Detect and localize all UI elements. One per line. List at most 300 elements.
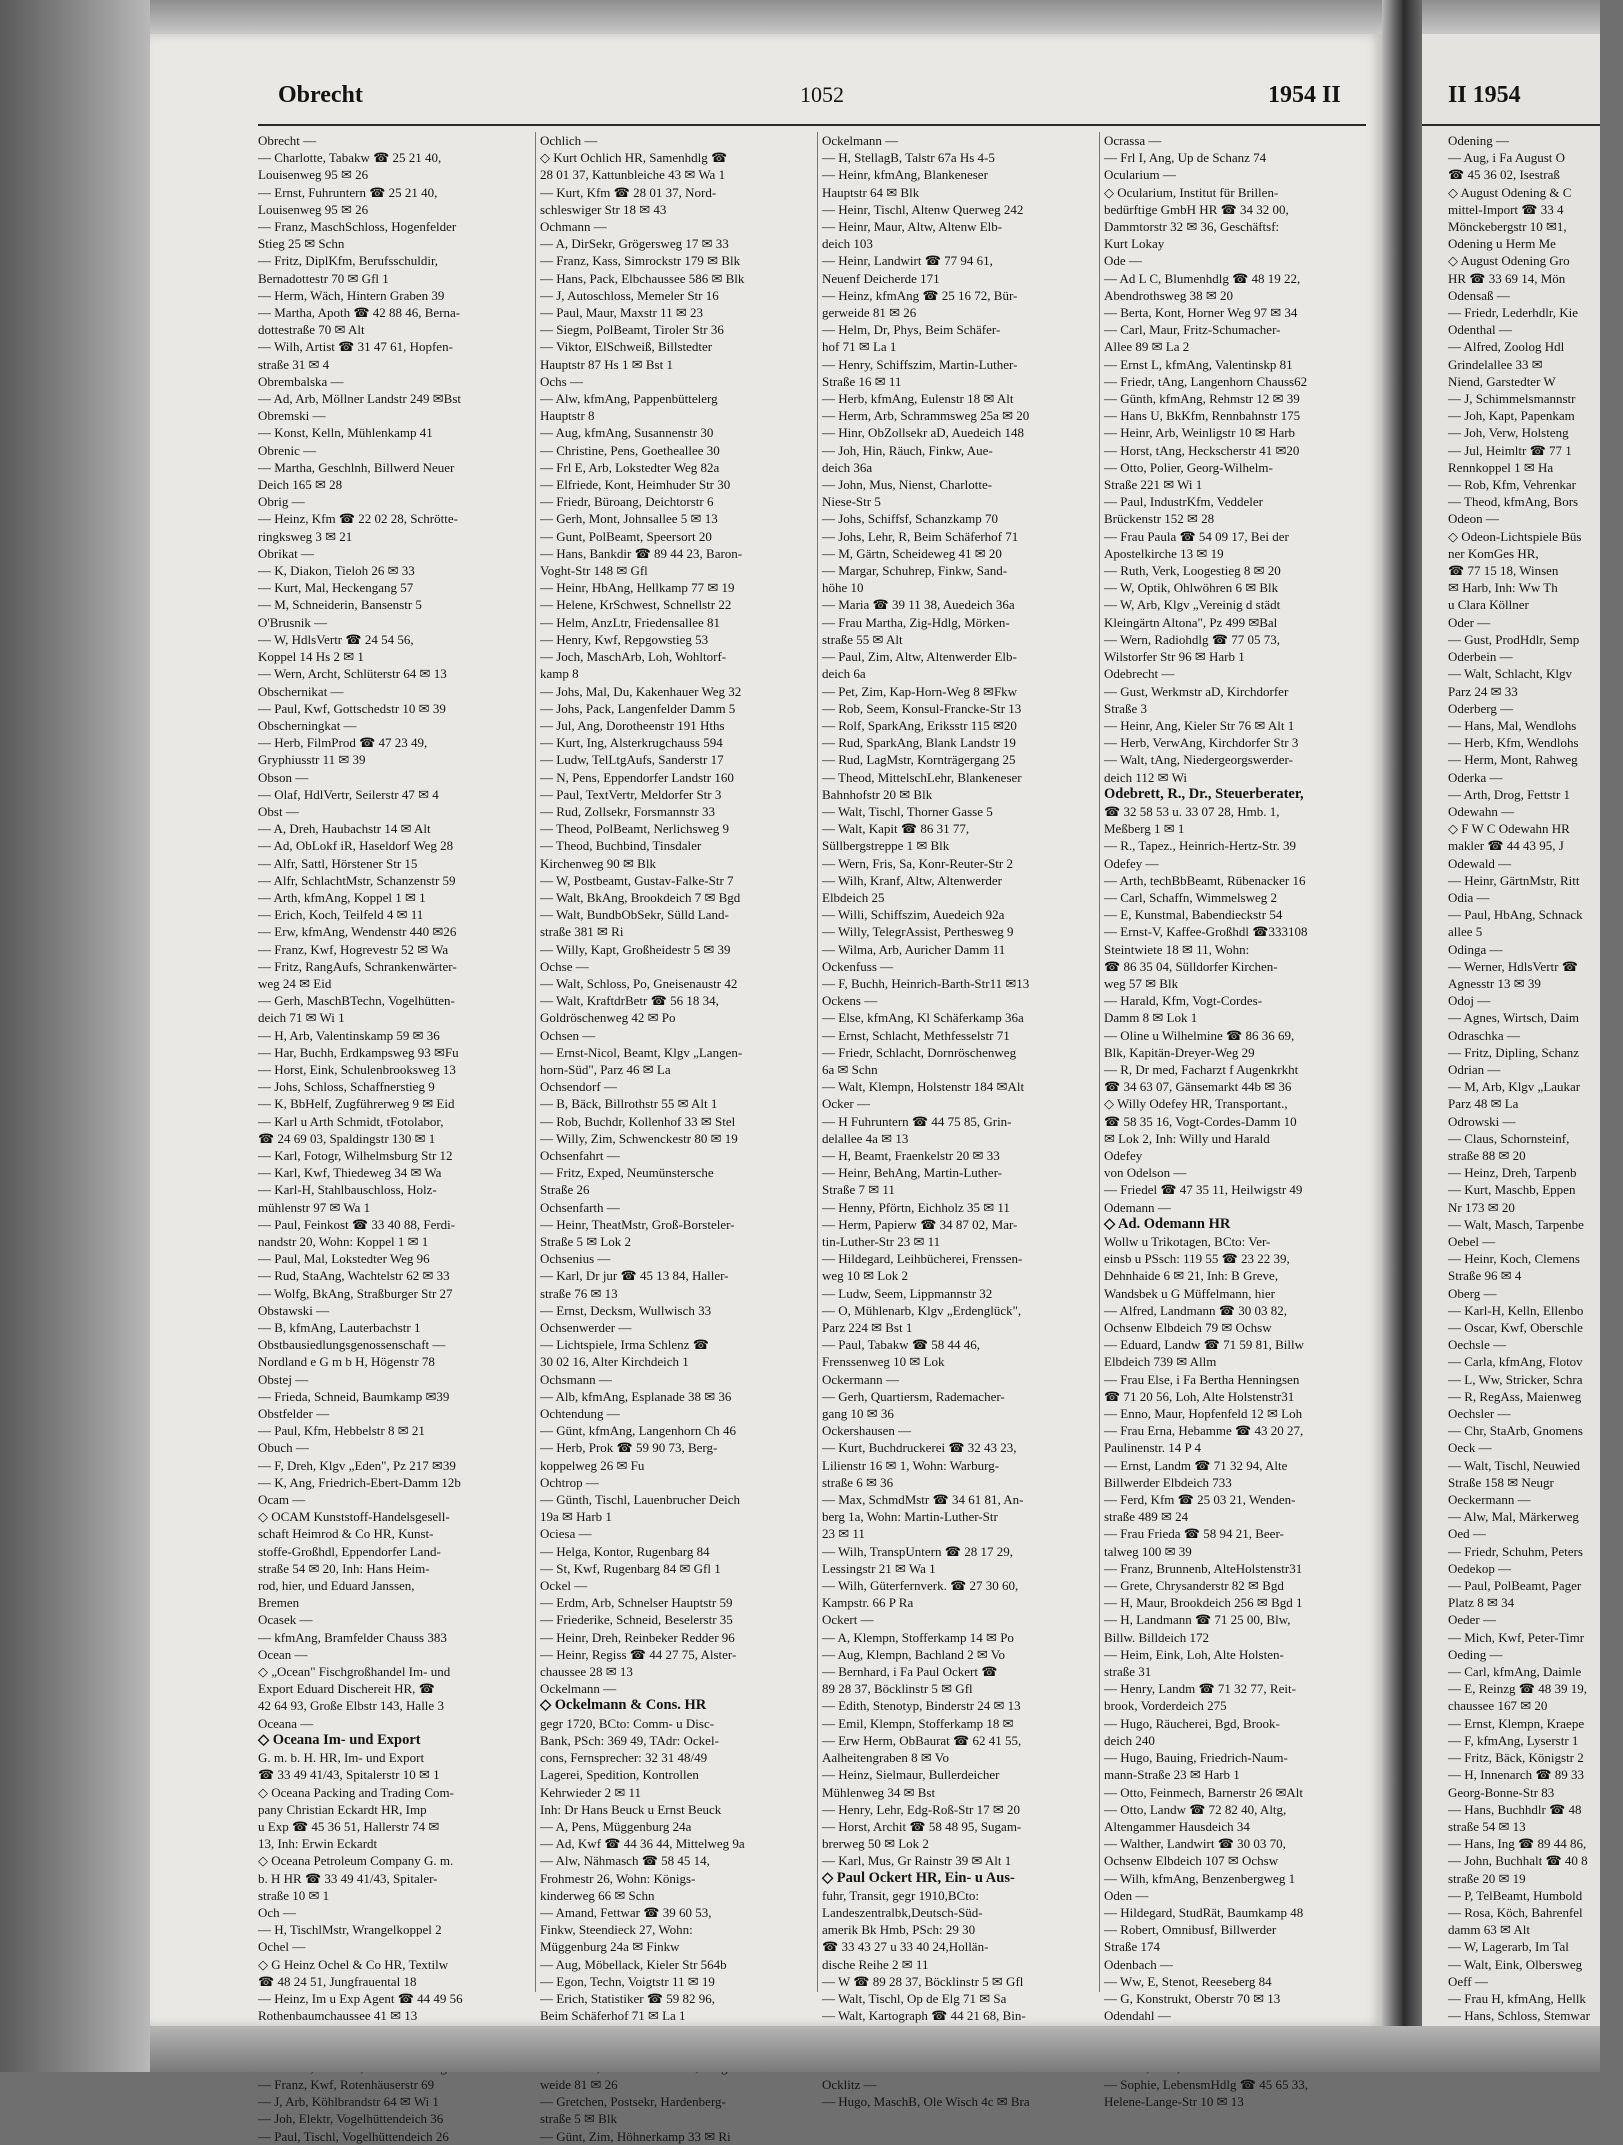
directory-entry-line: — B, Bäck, Billrothstr 55 ✉ Alt 1 [540,1096,718,1112]
directory-entry-line: — R, Dr med, Facharzt f Augenkrkht [1104,1061,1299,1077]
directory-entry-line: Wandsbek u G Müffelmann, hier [1104,1285,1275,1301]
directory-entry-line: Hauptstr 8 [540,408,595,424]
directory-entry-line: — Franz, Kwf, Rotenhäuserstr 69 [258,2076,435,2092]
directory-entry-line: — Hans, Buchhdlr ☎ 48 [1448,1801,1582,1817]
directory-entry-line: — Henry, Lehr, Edg-Roß-Str 17 ✉ 20 [822,1801,1020,1817]
directory-entry-line: Odenthal — [1448,322,1512,338]
directory-entry-line: Obuch — [258,1440,309,1456]
directory-entry-line: Ochsenw Elbdeich 107 ✉ Ochsw [1104,1853,1279,1869]
directory-entry-line: — Horst, tAng, Heckscherstr 41 ✉20 [1104,442,1300,458]
directory-entry-line: — Sophie, LebensmHdlg ☎ 45 65 33, [1104,2076,1308,2092]
directory-entry-line: Oderberg — [1448,700,1514,716]
directory-entry-line: — Rud, LagMstr, Kornträgergang 25 [822,752,1016,768]
directory-entry-line: — Hans, Mal, Wendlohs [1448,717,1577,733]
directory-entry-line: — Hans, Ing ☎ 89 44 86, [1448,1836,1587,1852]
directory-entry-line: — Walt, Kartograph ☎ 44 21 68, Bin- [822,2008,1026,2024]
directory-entry-line: Ochmann — [540,219,607,235]
directory-entry-line: — Heinz, kfmAng ☎ 25 16 72, Bür- [822,287,1018,303]
directory-entry-line: — A, DirSekr, Grögersweg 17 ✉ 33 [540,236,729,252]
directory-entry-line: — Herm, Mont, Rahweg [1448,752,1578,768]
directory-entry-line: — Aug, Möbellack, Kieler Str 564b [540,1956,727,1972]
directory-entry-line: Gryphiusstr 11 ✉ 39 [258,752,366,768]
directory-entry-line: koppelweg 26 ✉ Fu [540,1457,645,1473]
directory-entry-line: Obstej — [258,1371,309,1387]
directory-entry-line: — Berta, Kont, Horner Weg 97 ✉ 34 [1104,305,1298,321]
directory-entry-line: ◇ Odeon-Lichtspiele Büs [1448,528,1582,544]
directory-entry-line: — Wern, Radiohdlg ☎ 77 05 73, [1104,631,1280,647]
directory-entry-line: 89 28 37, Böcklinstr 5 ✉ Gfl [822,1681,973,1697]
directory-entry-line: Niese-Str 5 [822,494,881,510]
directory-entry-line: — John, Buchhalt ☎ 40 8 [1448,1853,1588,1869]
directory-entry-line: — Theod, PolBeamt, Nerlichsweg 9 [540,821,729,837]
directory-entry-line: — Martha, Geschlnh, Billwerd Neuer [258,459,455,475]
directory-entry-line: — Alfred, Landmann ☎ 30 03 82, [1104,1302,1287,1318]
directory-entry-line: Ockel — [540,1578,588,1594]
directory-entry-line: — Wilma, Arb, Auricher Damm 11 [822,941,1006,957]
directory-entry-line: — Ww, E, Stenot, Reeseberg 84 [1104,1973,1272,1989]
directory-entry-line: Aalheitengraben 8 ✉ Vo [822,1750,950,1766]
directory-entry-line: — Hildegard, StudRät, Baumkamp 48 [1104,1904,1304,1920]
directory-entry-line: weide 81 ✉ 26 [540,2076,618,2092]
directory-entry-line: Abendrothsweg 38 ✉ 20 [1104,287,1233,303]
directory-entry-line: straße 88 ✉ 20 [1448,1147,1526,1163]
directory-entry-line: 42 64 93, Große Elbstr 143, Halle 3 [258,1698,444,1714]
directory-entry-line: bedürftige GmbH HR ☎ 34 32 00, [1104,201,1289,217]
directory-entry-line: — Hildegard, Leihbücherei, Frenssen- [822,1251,1023,1267]
directory-entry-line: — Aug, kfmAng, Susannenstr 30 [540,425,714,441]
directory-entry-line: Odemann — [1104,1199,1171,1215]
directory-entry-line: — H, StellagB, Talstr 67a Hs 4-5 [822,150,995,166]
directory-entry-line: fuhr, Transit, gegr 1910,BCto: [822,1887,979,1903]
directory-entry-line: Rothenbaumchaussee 41 ✉ 13 [258,2008,418,2024]
directory-entry-line: deich 240 [1104,1732,1155,1748]
directory-entry-line: — Carl, Maur, Fritz-Schumacher- [1104,322,1281,338]
directory-entry-line: — M, Schneiderin, Bansenstr 5 [258,597,422,613]
directory-entry-line: Odebrecht — [1104,666,1175,682]
directory-entry-line: — Maria ☎ 39 11 38, Auedeich 36a [822,597,1015,613]
directory-entry-line: ☎ 86 35 04, Sülldorfer Kirchen- [1104,958,1278,974]
directory-entry-line: Odendahl — [1104,2008,1171,2024]
directory-entry-line: Straße 174 [1104,1939,1160,1955]
directory-entry-line: ◇ Ad. Odemann HR [1104,1215,1231,1232]
directory-entry-line: — Walt, Tischl, Thorner Gasse 5 [822,803,993,819]
directory-entry-line: — Horst, Archit ☎ 58 48 95, Sugam- [822,1818,1022,1834]
directory-entry-line: — Frau Frieda ☎ 58 94 21, Beer- [1104,1526,1284,1542]
directory-entry-line: Obscherningkat — [258,717,357,733]
directory-entry-line: — Lichtspiele, Irma Schlenz ☎ [540,1337,709,1353]
directory-entry-line: — Fritz, Exped, Neumünstersche [540,1165,714,1181]
directory-entry-line: mühlenstr 97 ✉ Wa 1 [258,1199,371,1215]
directory-entry-line: — Wolfg, BkAng, Straßburger Str 27 [258,1285,453,1301]
directory-entry-line: — Carl, kfmAng, Daimle [1448,1664,1582,1680]
directory-entry-line: — Joh, Hin, Räuch, Finkw, Aue- [822,442,993,458]
directory-entry-line: — B, kfmAng, Lauterbachstr 1 [258,1320,421,1336]
directory-entry-line: ner KomGes HR, [1448,545,1539,561]
directory-column-2 [540,132,815,2145]
directory-entry-line: Louisenweg 95 ✉ 26 [258,167,369,183]
directory-entry-line: — Henry, Kwf, Repgowstieg 53 [540,631,709,647]
directory-entry-line: — Harald, Kfm, Vogt-Cordes- [1104,993,1263,1009]
directory-entry-line: — Wilh, Artist ☎ 31 47 61, Hopfen- [258,339,453,355]
directory-entry-line: — Bernhard, i Fa Paul Ockert ☎ [822,1664,998,1680]
directory-entry-line: — H, Beamt, Fraenkelstr 20 ✉ 33 [822,1147,1000,1163]
directory-entry-line: damm 63 ✉ Alt [1448,1922,1531,1938]
directory-entry-line: — Carl, Schaffn, Wimmelsweg 2 [1104,889,1278,905]
directory-entry-line: straße 54 ✉ 13 [1448,1818,1526,1834]
directory-entry-line: ◇ „Ocean" Fischgroßhandel Im- und [258,1664,451,1680]
directory-entry-line: ◇ OCAM Kunststoff-Handelsgesell- [258,1509,450,1525]
directory-entry-line: — Fritz, DiplKfm, Berufsschuldir, [258,253,439,269]
directory-entry-line: Lessingstr 21 ✉ Wa 1 [822,1560,936,1576]
directory-entry-line: Obrig — [258,494,305,510]
directory-entry-line: Odrowski — [1448,1113,1516,1129]
directory-entry-line: — Johs, Mal, Du, Kakenhauer Weg 32 [540,683,742,699]
directory-entry-line: — Heinr, Koch, Clemens [1448,1251,1580,1267]
directory-entry-line: — Heinz, Im u Exp Agent ☎ 44 49 56 [258,1990,463,2006]
directory-entry-line: rod, hier, und Eduard Janssen, [258,1578,415,1594]
directory-entry-line: — Gerh, Mont, Johnsallee 5 ✉ 13 [540,511,718,527]
directory-entry-line: — Gust, Werkmstr aD, Kirchdorfer [1104,683,1289,699]
directory-entry-line: Obrembalska — [258,373,344,389]
next-page-header: II 1954 [1448,82,1521,108]
directory-entry-line: — Christine, Pens, Goetheallee 30 [540,442,720,458]
directory-entry-line: — Har, Buchh, Erdkampsweg 93 ✉Fu [258,1044,459,1060]
directory-entry-line: — Alfred, Zoolog Hdl [1448,339,1565,355]
directory-entry-line: Oden — [1104,1887,1149,1903]
directory-entry-line: Niend, Garstedter W [1448,373,1556,389]
directory-entry-line: Obst — [258,803,299,819]
directory-entry-line: deich 112 ✉ Wi [1104,769,1187,785]
directory-entry-line: ☎ 71 20 56, Loh, Alte Holstenstr31 [1104,1388,1295,1404]
directory-entry-line: ringksweg 3 ✉ 21 [258,528,353,544]
directory-entry-line: Paulinenstr. 14 P 4 [1104,1440,1202,1456]
directory-entry-line: Ochsenwerder — [540,1320,632,1336]
page-number: 1052 [800,82,844,107]
directory-entry-line: — Joch, MaschArb, Loh, Wohltorf- [540,649,727,665]
directory-entry-line: Ochsenw Elbdeich 79 ✉ Ochsw [1104,1320,1272,1336]
directory-entry-line: — H, Innenarch ☎ 89 33 [1448,1767,1585,1783]
directory-entry-line: dottestraße 70 ✉ Alt [258,322,365,338]
directory-entry-line: — Max, SchmdMstr ☎ 34 61 81, An- [822,1492,1024,1508]
directory-entry-line: G. m. b. H. HR, Im- und Export [258,1750,425,1766]
directory-entry-line: Meßberg 1 ✉ 1 [1104,821,1185,837]
directory-entry-line: — Ferd, Kfm ☎ 25 03 21, Wenden- [1104,1492,1296,1508]
directory-entry-line: — Hugo, Räucherei, Bgd, Brook- [1104,1715,1280,1731]
directory-entry-line: — Günth, kfmAng, Rehmstr 12 ✉ 39 [1104,391,1300,407]
next-page-rule [1422,124,1600,126]
directory-entry-line: Ocam — [258,1492,306,1508]
directory-entry-line: — Heinr, TheatMstr, Groß-Borsteler- [540,1216,735,1232]
directory-entry-line: u Clara Köllner [1448,597,1529,613]
directory-entry-line: schaft Heimrod & Co HR, Kunst- [258,1526,434,1542]
directory-entry-line: — Fritz, Bäck, Königstr 2 [1448,1750,1584,1766]
directory-entry-line: — Friedr, tAng, Langenhorn Chauss62 [1104,373,1308,389]
directory-entry-line: — Oline u Wilhelmine ☎ 86 36 69, [1104,1027,1295,1043]
directory-entry-line: straße 54 ✉ 20, Inh: Hans Heim- [258,1560,430,1576]
directory-entry-line: Ocrassa — [1104,133,1162,148]
directory-entry-line: ☎ 58 35 16, Vogt-Cordes-Damm 10 [1104,1113,1297,1129]
directory-entry-line: ✉ Harb, Inh: Ww Th [1448,580,1558,596]
directory-entry-line: Elbdeich 25 [822,889,885,905]
directory-entry-line: — W ☎ 89 28 37, Böcklinstr 5 ✉ Gfl [822,1973,1024,1989]
directory-entry-line: O'Brusnik — [258,614,328,630]
directory-entry-line: — Walt, Kapit ☎ 86 31 77, [822,821,970,837]
directory-entry-line: Bank, PSch: 369 49, TAdr: Ockel- [540,1732,719,1748]
directory-entry-line: Inh: Dr Hans Beuck u Ernst Beuck [540,1801,722,1817]
directory-entry-line: — Otto, Polier, Georg-Wilhelm- [1104,459,1273,475]
directory-entry-line: ◇ Willy Odefey HR, Transportant., [1104,1096,1288,1112]
directory-entry-line: Straße 7 ✉ 11 [822,1182,895,1198]
directory-entry-line: — Heinr, Ang, Kieler Str 76 ✉ Alt 1 [1104,717,1295,733]
directory-entry-line: — Ad, ObLokf iR, Haseldorf Weg 28 [258,838,454,854]
directory-entry-line: Ockershausen — [822,1423,912,1439]
directory-entry-line: Nordland e G m b H, Högenstr 78 [258,1354,435,1370]
directory-entry-line: Stieg 25 ✉ Schn [258,236,345,252]
directory-entry-line: Oderbein — [1448,649,1513,665]
directory-entry-line: Straße 26 [540,1182,590,1198]
directory-entry-line: — Walt, KraftdrBetr ☎ 56 18 34, [540,993,719,1009]
directory-entry-line: ◇ Ockelmann & Cons. HR [540,1697,707,1714]
directory-entry-line: — Robert, Omnibusf, Billwerder [1104,1922,1277,1938]
directory-entry-line: — Gerh, MaschBTechn, Vogelhütten- [258,993,455,1009]
directory-entry-line: Wollw u Trikotagen, BCto: Ver- [1104,1234,1271,1249]
directory-entry-line: Odewald — [1448,855,1512,871]
directory-entry-line: Oceana — [258,1715,314,1731]
directory-entry-line: — Paul, IndustrKfm, Veddeler [1104,494,1263,510]
directory-entry-line: Straße 5 ✉ Lok 2 [540,1234,632,1249]
directory-entry-line: Odensaß — [1448,287,1510,303]
directory-entry-line: Straße 3 [1104,700,1147,716]
directory-entry-line: Nr 173 ✉ 20 [1448,1199,1515,1215]
directory-entry-line: — Theod, kfmAng, Bors [1448,494,1579,510]
directory-entry-line: — Wilh, TranspUntern ☎ 28 17 29, [822,1543,1013,1559]
directory-entry-line: — Hinr, ObZollsekr aD, Auedeich 148 [822,425,1025,441]
directory-entry-line: ☎ 33 49 41/43, Spitalerstr 10 ✉ 1 [258,1767,440,1783]
directory-entry-line: Ochsenius — [540,1251,611,1267]
directory-entry-line: — N, Pens, Eppendorfer Landstr 160 [540,769,734,785]
directory-entry-line: — Heinr, Tischl, Altenw Querweg 242 [822,201,1024,217]
directory-entry-line: Oechsler — [1448,1406,1511,1422]
directory-entry-line: — Jul, Heimltr ☎ 77 1 [1448,442,1572,458]
directory-entry-line: 23 ✉ 11 [822,1526,865,1542]
directory-entry-line: — Rob, Kfm, Vehrenkar [1448,477,1576,493]
directory-entry-line: 30 02 16, Alter Kirchdeich 1 [540,1354,689,1370]
directory-entry-line: — Herb, Prok ☎ 59 90 73, Berg- [540,1440,718,1456]
directory-entry-line: Straße 96 ✉ 4 [1448,1268,1522,1284]
directory-entry-line: — Ernst L, kfmAng, Valentinskp 81 [1104,356,1293,372]
directory-entry-line: — Walt, Tischl, Neuwied [1448,1457,1580,1473]
directory-entry-line: — Erdm, Arb, Schnelser Hauptstr 59 [540,1595,733,1611]
page-header-right: 1954 II [1268,82,1341,108]
directory-entry-line: — K, BbHelf, Zugführerweg 9 ✉ Eid [258,1096,455,1112]
directory-entry-line: — Erw Herm, ObBaurat ☎ 62 41 55, [822,1732,1022,1748]
directory-entry-line: — Paul, Tischl, Vogelhüttendeich 26 [258,2128,449,2144]
directory-entry-line: — Walt, Schloss, Po, Gneisenaustr 42 [540,975,738,991]
directory-entry-line: Voght-Str 148 ✉ Gfl [540,563,648,579]
directory-entry-line: — Heinz, Dreh, Tarpenb [1448,1165,1577,1181]
directory-entry-line: — Henny, Pförtn, Eichholz 35 ✉ 11 [822,1199,1010,1215]
directory-entry-line: — Karl-H, Stahlbauschloss, Holz- [258,1182,437,1198]
directory-entry-line: — W, Optik, Ohlwöhren 6 ✉ Blk [1104,580,1279,596]
directory-entry-line: mittel-Import ☎ 33 4 [1448,201,1564,217]
directory-entry-line: — Heinr, Maur, Altw, Altenw Elb- [822,219,1003,235]
scan-edge [0,0,150,2072]
directory-entry-line: Parz 48 ✉ La [1448,1096,1519,1112]
directory-entry-line: — Kurt, Ing, Alsterkrugchauss 594 [540,735,723,751]
directory-entry-line: — Joh, Verw, Holsteng [1448,425,1569,441]
directory-entry-line: — Enno, Maur, Hopfenfeld 12 ✉ Loh [1104,1406,1303,1422]
directory-entry-line: schleswiger Str 18 ✉ 43 [540,201,667,217]
directory-entry-line: Goldröschenweg 42 ✉ Po [540,1010,676,1026]
directory-entry-line: b. H HR ☎ 33 49 41/43, Spitaler- [258,1870,438,1886]
directory-column-1 [258,132,533,2145]
directory-entry-line: Kehrwieder 2 ✉ 11 [540,1784,642,1800]
directory-entry-line: Odeon — [1448,511,1499,527]
directory-entry-line: — A, Dreh, Haubachstr 14 ✉ Alt [258,821,431,837]
directory-entry-line: — F, Dreh, Klgv „Eden", Pz 217 ✉39 [258,1457,456,1473]
directory-entry-line: — Herb, VerwAng, Kirchdorfer Str 3 [1104,735,1299,751]
directory-entry-line: — Herb, kfmAng, Eulenstr 18 ✉ Alt [822,391,1014,407]
directory-entry-line: — Erich, Statistiker ☎ 59 82 96, [540,1990,716,2006]
directory-entry-line: — Viktor, ElSchweiß, Billstedter [540,339,713,355]
directory-entry-line: — Ernst, Klempn, Kraepe [1448,1715,1585,1731]
directory-entry-line: — Ad, Kwf ☎ 44 36 44, Mittelweg 9a [540,1836,745,1852]
directory-entry-line: — Karl, Mus, Gr Rainstr 39 ✉ Alt 1 [822,1853,1012,1869]
directory-entry-line: — Arth, kfmAng, Koppel 1 ✉ 1 [258,889,426,905]
directory-entry-line: — Karl, Kwf, Thiedeweg 34 ✉ Wa [258,1165,442,1181]
directory-entry-line: — Kurt, Buchdruckerei ☎ 32 43 23, [822,1440,1017,1456]
directory-entry-line: dische Reihe 2 ✉ 11 [822,1956,929,1972]
directory-entry-line: Oder — [1448,614,1491,630]
directory-entry-line: Rennkoppel 1 ✉ Ha [1448,459,1554,475]
directory-entry-line: cons, Fernsprecher: 32 31 48/49 [540,1750,708,1766]
directory-entry-line: — Günt, kfmAng, Langenhorn Ch 46 [540,1423,737,1439]
directory-entry-line: Steintwiete 18 ✉ 11, Wohn: [1104,941,1250,957]
directory-entry-line: — Willi, Schiffszim, Auedeich 92a [822,907,1005,923]
directory-entry-line: — Helm, Dr, Phys, Beim Schäfer- [822,322,1001,338]
directory-entry-line: nandstr 20, Wohn: Koppel 1 ✉ 1 [258,1234,429,1249]
directory-entry-line: — Walt, Tischl, Op de Elg 71 ✉ Sa [822,1990,1007,2006]
directory-entry-line: Oebel — [1448,1234,1496,1249]
directory-entry-line: Bernadottestr 70 ✉ Gfl 1 [258,270,389,286]
directory-entry-line: — Rud, Zollsekr, Forsmannstr 33 [540,803,715,819]
directory-entry-line: Ochsenfarth — [540,1199,620,1215]
directory-entry-line: — Gust, ProdHdlr, Semp [1448,631,1580,647]
directory-entry-line: — Elfriede, Kont, Heimhuder Str 30 [540,477,731,493]
directory-entry-line: Agnesstr 13 ✉ 39 [1448,975,1541,991]
directory-entry-line: gang 10 ✉ 36 [822,1406,894,1422]
directory-entry-line: horn-Süd", Parz 46 ✉ La [540,1061,671,1077]
directory-entry-line: — Gretchen, Postsekr, Hardenberg- [540,2094,726,2110]
directory-entry-line: — R, RegAss, Maienweg [1448,1388,1582,1404]
directory-entry-line: — Kurt, Mal, Heckengang 57 [258,580,414,596]
directory-entry-line: weg 57 ✉ Blk [1104,975,1179,991]
directory-entry-line: — Wern, Fris, Sa, Konr-Reuter-Str 2 [822,855,1014,871]
directory-entry-line: — J, Autoschloss, Memeler Str 16 [540,287,719,303]
directory-entry-line: Grindelallee 33 ✉ [1448,356,1543,372]
directory-entry-line: Straße 16 ✉ 11 [822,373,902,389]
directory-entry-line: delallee 4a ✉ 13 [822,1130,909,1146]
directory-entry-line: Beim Schäferhof 71 ✉ La 1 [540,2008,686,2024]
directory-entry-line: — Alw, kfmAng, Pappenbüttelerg [540,391,718,407]
directory-entry-line: — Margar, Schuhrep, Finkw, Sand- [822,563,1008,579]
directory-entry-line: Billw. Billdeich 172 [1104,1629,1209,1645]
directory-column-4 [1104,132,1374,2110]
directory-entry-line: Ocker — [822,1096,871,1112]
scan-bottom-edge [150,2026,1600,2072]
next-page [1422,34,1600,2026]
directory-entry-line: Dehnhaide 6 ✉ 21, Inh: B Greve, [1104,1268,1279,1284]
directory-entry-line: Ochlich — [540,133,598,148]
directory-entry-line: makler ☎ 44 43 95, J [1448,838,1564,854]
directory-entry-line: — Frieda, Schneid, Baumkamp ✉39 [258,1388,450,1404]
directory-entry-line: ◇ F W C Odewahn HR [1448,821,1570,837]
directory-entry-line: Helene-Lange-Str 10 ✉ 13 [1104,2094,1244,2110]
directory-entry-line: ✉ Lok 2, Inh: Willy und Harald [1104,1130,1270,1146]
directory-entry-line: — Theod, MittelschLehr, Blankeneser [822,769,1022,785]
directory-entry-line: — Ernst, Schlacht, Methfesselstr 71 [822,1027,1010,1043]
directory-entry-line: — Heinz, Kfm ☎ 22 02 28, Schrötte- [258,511,458,527]
directory-entry-line: Straße 221 ✉ Wi 1 [1104,477,1203,493]
directory-entry-line: — Franz, Brunnenb, AlteHolstenstr31 [1104,1560,1303,1576]
directory-entry-line: — Eduard, Landw ☎ 71 59 81, Billw [1104,1337,1304,1353]
directory-entry-line: ◇ Ocularium, Institut für Brillen- [1104,184,1279,200]
directory-entry-line: — Franz, Kwf, Hogrevestr 52 ✉ Wa [258,941,449,957]
directory-entry-line: — Hans, Schloss, Stemwar [1448,2008,1590,2024]
directory-entry-line: Oeder — [1448,1612,1497,1628]
directory-entry-line: — St, Kwf, Rugenbarg 84 ✉ Gfl 1 [540,1560,721,1576]
directory-entry-line: — Aug, Klempn, Bachland 2 ✉ Vo [822,1646,1006,1662]
directory-entry-line: Mönckebergstr 10 ✉1, [1448,219,1567,235]
directory-entry-line: — Frau H, kfmAng, Hellk [1448,1990,1586,2006]
directory-entry-line: — Ernst-Nicol, Beamt, Klgv „Langen- [540,1044,743,1060]
directory-entry-line: Oeck — [1448,1440,1492,1456]
directory-entry-line: — Willy, Zim, Schwenckestr 80 ✉ 19 [540,1130,738,1146]
directory-entry-line: — Henry, Landm ☎ 71 32 77, Reit- [1104,1681,1296,1697]
directory-entry-line: Frenssenweg 10 ✉ Lok [822,1354,945,1370]
directory-entry-line: ◇ Kurt Ochlich HR, Samenhdlg ☎ [540,150,728,166]
directory-entry-line: — Friedr, Schuhm, Peters [1448,1543,1583,1559]
directory-entry-line: Ochtrop — [540,1474,599,1490]
directory-entry-line: Obstbausiedlungsgenossenschaft — [258,1337,446,1353]
directory-entry-line: — M, Gärtn, Scheideweg 41 ✉ 20 [822,545,1002,561]
directory-entry-line: — Friedel ☎ 47 35 11, Heilwigstr 49 [1104,1182,1303,1198]
directory-entry-line: — Gerh, Quartiersm, Rademacher- [822,1388,1005,1404]
directory-entry-line: — W, Lagerarb, Im Tal [1448,1939,1569,1955]
directory-entry-line: — Alfr, SchlachtMstr, Schanzenstr 59 [258,872,456,888]
directory-entry-line: — Karl, Fotogr, Wilhelmsburg Str 12 [258,1147,453,1163]
directory-entry-line: Kirchenweg 90 ✉ Blk [540,855,656,871]
directory-entry-line: — Hans, Pack, Elbchaussee 586 ✉ Blk [540,270,745,286]
directory-entry-line: Oeding — [1448,1646,1503,1662]
directory-entry-line: Hauptstr 64 ✉ Blk [822,184,920,200]
directory-entry-line: — Friedr, Schlacht, Dornröschenweg [822,1044,1017,1060]
directory-entry-line: Odefey — [1104,855,1159,871]
directory-entry-line: ◇ Paul Ockert HR, Ein- u Aus- [822,1869,1015,1886]
directory-entry-line: — Franz, Kass, Simrockstr 179 ✉ Blk [540,253,741,269]
directory-entry-line: Ochs — [540,373,583,389]
directory-entry-line: gerweide 81 ✉ 26 [822,305,917,321]
directory-entry-line: ◇ Oceana Packing and Trading Com- [258,1784,454,1800]
book-gutter [1382,0,1422,2072]
directory-entry-line: — Paul, Feinkost ☎ 33 40 88, Ferdi- [258,1216,456,1232]
directory-entry-line: amerik Bk Hmb, PSch: 29 30 [822,1922,976,1938]
directory-entry-line: — W, Postbeamt, Gustav-Falke-Str 7 [540,872,734,888]
directory-entry-line: Odia — [1448,889,1490,905]
directory-entry-line: — Günt, Zim, Höhnerkamp 33 ✉ Ri [540,2128,731,2144]
directory-entry-line: — Rob, Seem, Konsul-Francke-Str 13 [822,700,1022,716]
directory-entry-line: Ochsen — [540,1027,596,1043]
